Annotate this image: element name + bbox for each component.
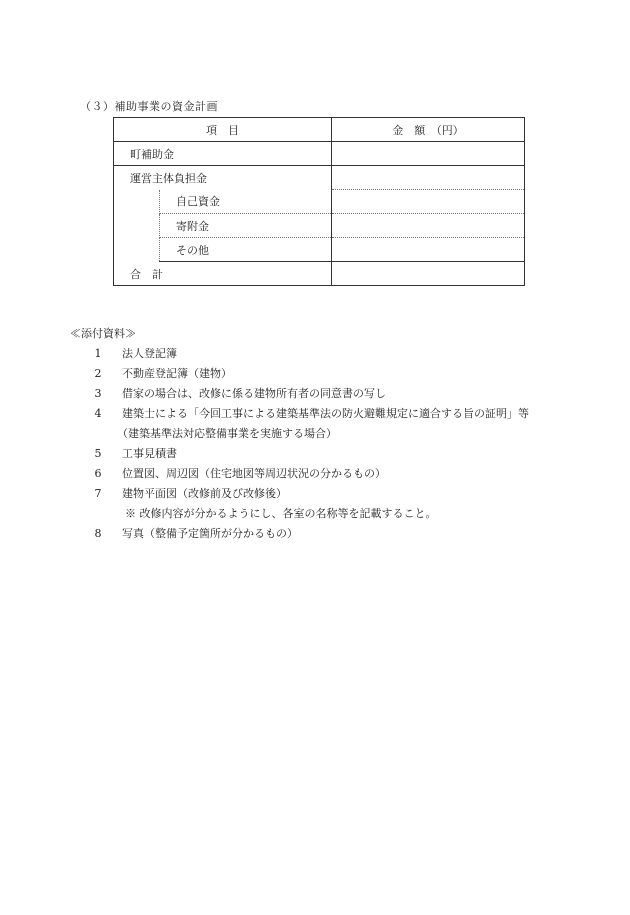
item-text: 工事見積書 (122, 447, 177, 460)
item-text: 借家の場合は、改修に係る建物所有者の同意書の写し (122, 387, 386, 400)
list-item (85, 464, 529, 484)
item-number: 3 (94, 387, 102, 400)
item-number: 4 (94, 407, 102, 420)
item-number: 7 (94, 487, 102, 500)
item-text: 写真（整備予定箇所が分かるもの） (122, 527, 298, 540)
item-text: ※ 改修内容が分かるようにし、各室の名称等を記載すること。 (125, 507, 437, 520)
indent-gap (114, 190, 160, 262)
item-number: 2 (94, 367, 102, 380)
header-amount: 金 額 （円） (332, 118, 525, 142)
item-text: 不動産登記簿（建物） (122, 367, 232, 380)
table-header-row (114, 118, 525, 142)
table-row (114, 142, 525, 166)
list-item (85, 524, 529, 544)
table-row (114, 190, 525, 214)
row-label-total: 合 計 (130, 267, 163, 281)
item-number: 6 (94, 467, 102, 480)
list-item (85, 384, 529, 404)
amount-cell (332, 214, 525, 238)
list-item (85, 364, 529, 384)
attachments-title: ≪添付資料≫ (70, 327, 136, 340)
row-label-operator-burden: 運営主体負担金 (130, 171, 207, 185)
list-item (85, 484, 529, 504)
list-item-continuation (85, 424, 529, 444)
item-text: 建築士による「今回工事による建築基準法の防火避難規定に適合する旨の証明」等 (122, 407, 529, 420)
amount-cell (332, 238, 525, 262)
item-text: 位置図、周辺図（住宅地図等周辺状況の分かるもの） (122, 467, 386, 480)
section-title: （３）補助事業の資金計画 (80, 100, 218, 113)
list-item-note (85, 504, 529, 524)
amount-cell (332, 166, 525, 190)
item-text: 建物平面図（改修前及び改修後） (122, 487, 287, 500)
amount-cell (332, 190, 525, 214)
row-label-other: その他 (160, 238, 332, 262)
item-text: （建築基準法対応整備事業を実施する場合） (117, 427, 337, 440)
item-number: 5 (94, 447, 102, 460)
table-total-row (114, 262, 525, 286)
table-row (114, 166, 525, 190)
amount-cell (332, 142, 525, 166)
row-label-donation: 寄附金 (160, 214, 332, 238)
funding-plan-table (113, 117, 525, 286)
table-row (114, 238, 525, 262)
row-label-own-funds: 自己資金 (160, 190, 332, 214)
header-item: 項 目 (114, 118, 332, 142)
list-item (85, 404, 529, 424)
amount-cell (332, 262, 525, 286)
item-text: 法人登記簿 (122, 347, 177, 360)
table-row (114, 214, 525, 238)
attachments-list (85, 344, 529, 544)
item-number: 8 (94, 527, 102, 540)
list-item (85, 344, 529, 364)
item-number: 1 (94, 347, 102, 360)
row-label-town-subsidy: 町補助金 (130, 147, 174, 161)
list-item (85, 444, 529, 464)
